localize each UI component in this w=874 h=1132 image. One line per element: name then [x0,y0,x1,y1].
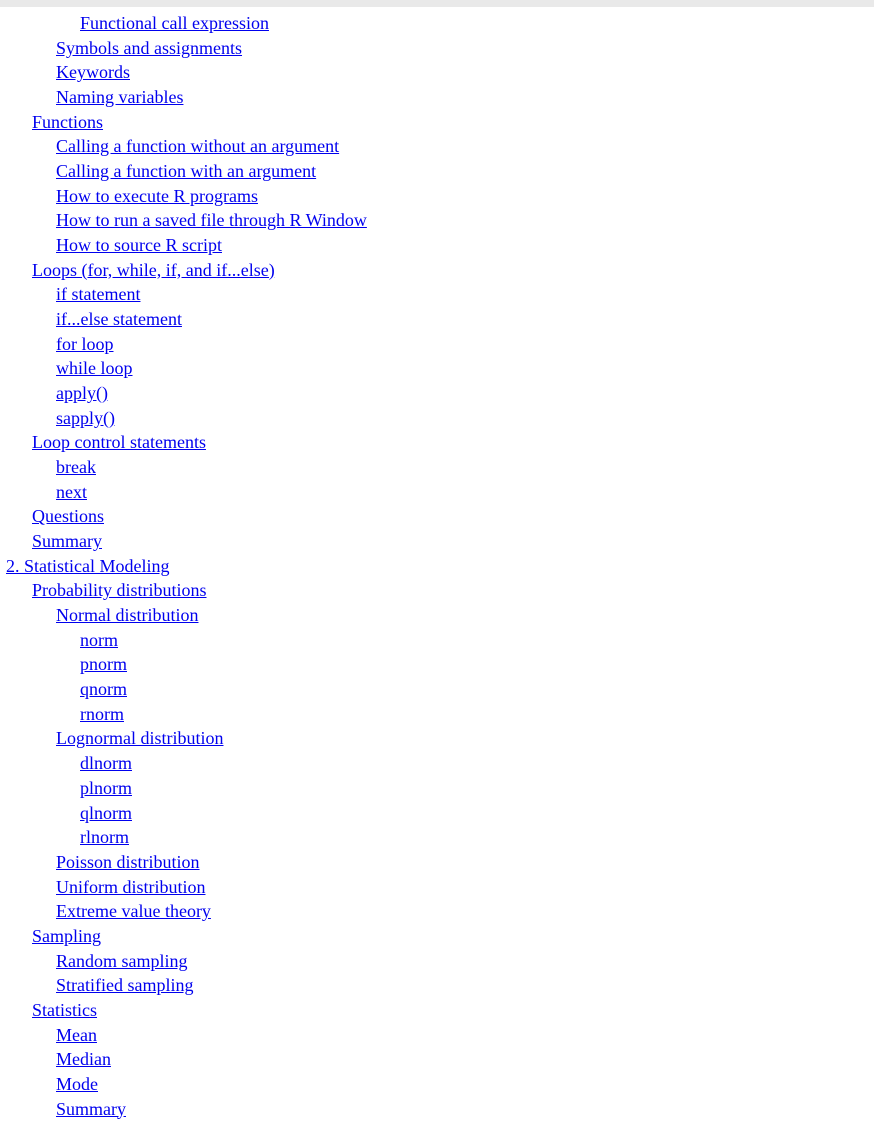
toc-item [0,184,874,209]
toc-item [0,332,874,357]
toc-item [0,110,874,135]
toc-link[interactable]: break [56,457,96,478]
toc-link[interactable]: sapply() [56,407,115,428]
toc-item [0,998,874,1023]
toc-link[interactable]: Keywords [56,62,130,83]
table-of-contents [0,7,874,1121]
toc-item [0,603,874,628]
toc-item [0,480,874,505]
toc-link[interactable]: Normal distribution [56,605,199,626]
toc-link[interactable]: Statistics [32,999,98,1020]
toc-item [0,776,874,801]
toc-item [0,1023,874,1048]
toc-item [0,60,874,85]
toc-item [0,307,874,332]
toc-item [0,282,874,307]
toc-link[interactable]: Probability distributions [32,580,207,601]
toc-item [0,159,874,184]
toc-link[interactable]: Functions [32,111,104,132]
toc-item [0,233,874,258]
toc-link[interactable]: rlnorm [80,827,129,848]
toc-link[interactable]: apply() [56,383,108,404]
toc-item [0,973,874,998]
toc-item [0,726,874,751]
toc-link[interactable]: qlnorm [80,802,132,823]
toc-item [0,924,874,949]
toc-item [0,455,874,480]
toc-link[interactable]: How to execute R programs [56,185,258,206]
toc-item [0,1097,874,1122]
toc-link[interactable]: Loop control statements [32,432,206,453]
toc-link[interactable]: norm [80,629,118,650]
toc-item [0,751,874,776]
toc-item [0,406,874,431]
toc-item [0,208,874,233]
toc-item [0,875,874,900]
toc-link[interactable]: while loop [56,358,133,379]
toc-item [0,430,874,455]
toc-link[interactable]: for loop [56,333,114,354]
toc-item [0,850,874,875]
toc-link[interactable]: Naming variables [56,87,184,108]
toc-link[interactable]: Uniform distribution [56,876,206,897]
toc-item [0,1072,874,1097]
toc-item [0,628,874,653]
toc-item [0,1047,874,1072]
toc-item [0,11,874,36]
toc-link[interactable]: Random sampling [56,950,188,971]
toc-link[interactable]: Calling a function with an argument [56,161,317,182]
toc-item [0,554,874,579]
toc-item [0,504,874,529]
page-top-divider [0,0,874,7]
toc-link[interactable]: dlnorm [80,753,132,774]
toc-link[interactable]: Stratified sampling [56,975,194,996]
toc-link[interactable]: Lognormal distribution [56,728,224,749]
toc-link[interactable]: next [56,481,87,502]
toc-item [0,949,874,974]
toc-item [0,652,874,677]
toc-link[interactable]: Mode [56,1073,98,1094]
toc-link[interactable]: How to source R script [56,235,222,256]
toc-link[interactable]: Mean [56,1024,97,1045]
toc-link[interactable]: if...else statement [56,309,182,330]
toc-item [0,899,874,924]
toc-link[interactable]: Symbols and assignments [56,37,243,58]
toc-link[interactable]: Functional call expression [80,13,269,33]
toc-link[interactable]: rnorm [80,703,124,724]
toc-item [0,381,874,406]
toc-link[interactable]: Sampling [32,925,102,946]
toc-link[interactable]: How to run a saved file through R Window [56,210,367,231]
toc-link[interactable]: qnorm [80,679,127,700]
toc-link[interactable]: Questions [32,506,104,527]
toc-link[interactable]: Loops (for, while, if, and if...else) [32,259,275,280]
toc-link[interactable]: Median [56,1049,111,1070]
toc-item [0,85,874,110]
toc-item [0,36,874,61]
toc-item [0,356,874,381]
toc-item [0,801,874,826]
toc-link[interactable]: Summary [32,531,102,552]
toc-link[interactable]: 2. Statistical Modeling [6,555,170,576]
toc-item [0,702,874,727]
toc-item [0,258,874,283]
toc-link[interactable]: Calling a function without an argument [56,136,340,157]
toc-link[interactable]: plnorm [80,777,132,798]
toc-item [0,578,874,603]
toc-item [0,134,874,159]
toc-item [0,825,874,850]
toc-link[interactable]: pnorm [80,654,127,675]
toc-item [0,677,874,702]
toc-link[interactable]: Summary [56,1098,126,1119]
toc-item [0,529,874,554]
toc-link[interactable]: if statement [56,284,141,305]
toc-link[interactable]: Extreme value theory [56,901,211,922]
toc-link[interactable]: Poisson distribution [56,851,200,872]
